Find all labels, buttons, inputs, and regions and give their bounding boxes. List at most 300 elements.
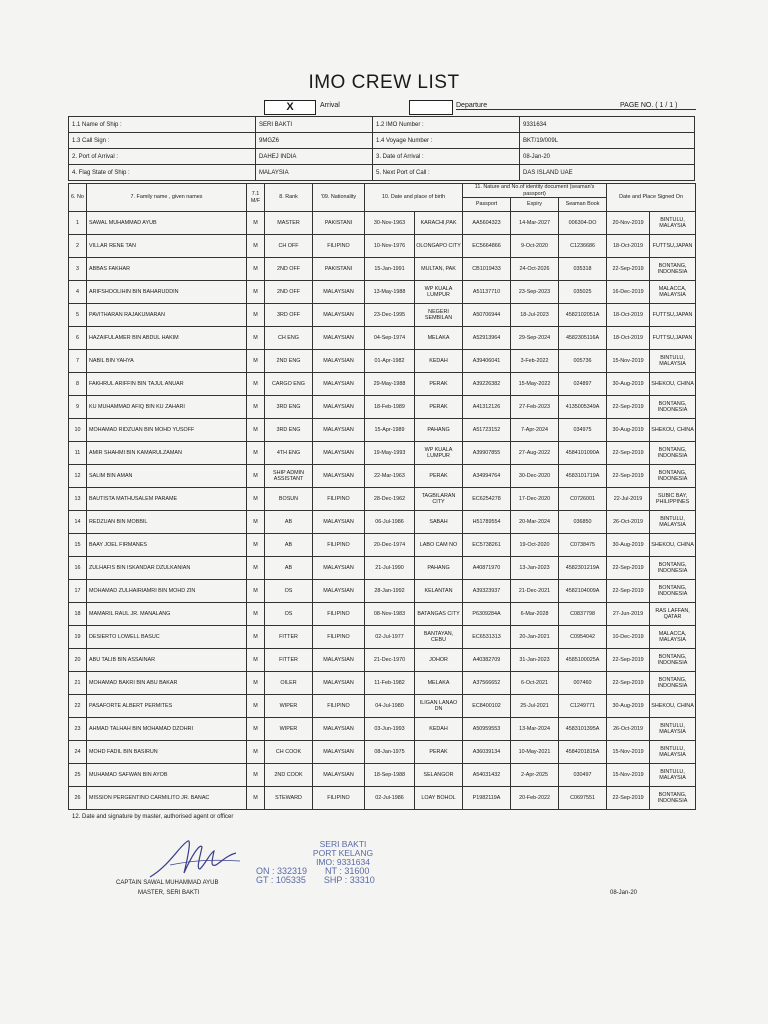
crew-name: ARIFSHOOLIHIN BIN BAHARUDDIN — [87, 281, 247, 304]
crew-pob: KEDAH — [415, 350, 463, 373]
crew-passport: A39406041 — [463, 350, 511, 373]
crew-sex: M — [247, 511, 265, 534]
crew-sex: M — [247, 649, 265, 672]
crew-rank: SHIP ADMIN ASSISTANT — [265, 465, 313, 488]
crew-signed-place: FUTTSU,JAPAN — [650, 235, 696, 258]
crew-name: KU MUHAMMAD AFIQ BIN KU ZAHARI — [87, 396, 247, 419]
crew-expiry: 6-Mar-2028 — [511, 603, 559, 626]
crew-passport: EC8400102 — [463, 695, 511, 718]
crew-pob: LABO CAM NO — [415, 534, 463, 557]
crew-nationality: MALAYSIAN — [313, 281, 365, 304]
crew-signed-date: 20-Nov-2019 — [607, 212, 650, 235]
voyage-value: BKT/19/009L — [520, 133, 695, 149]
crew-dob: 04-Sep-1974 — [365, 327, 415, 350]
crew-seaman-book: C0726001 — [559, 488, 607, 511]
table-row — [69, 396, 696, 419]
crew-pob: SELANGOR — [415, 764, 463, 787]
crew-sex: M — [247, 419, 265, 442]
crew-passport: EC5664866 — [463, 235, 511, 258]
crew-signed-date: 15-Nov-2019 — [607, 741, 650, 764]
crew-sex: M — [247, 442, 265, 465]
crew-signed-place: BONTANG, INDONESIA — [650, 557, 696, 580]
date-arrival-value: 08-Jan-20 — [520, 149, 695, 165]
table-row — [69, 235, 696, 258]
crew-rank: FITTER — [265, 626, 313, 649]
crew-pob: PERAK — [415, 396, 463, 419]
crew-no: 8 — [69, 373, 87, 396]
crew-signed-place: BINTULU, MALAYSIA — [650, 350, 696, 373]
crew-seaman-book: 035318 — [559, 258, 607, 281]
crew-passport: P6309284A — [463, 603, 511, 626]
crew-signed-date: 22-Sep-2019 — [607, 580, 650, 603]
crew-pob: TAGBILARAN CITY — [415, 488, 463, 511]
crew-name: SAWAL MUHAMMAD AYUB — [87, 212, 247, 235]
crew-sex: M — [247, 281, 265, 304]
crew-signed-date: 15-Nov-2019 — [607, 350, 650, 373]
crew-passport: A50959553 — [463, 718, 511, 741]
table-row — [69, 258, 696, 281]
crew-rank: 3RD OFF — [265, 304, 313, 327]
crew-no: 16 — [69, 557, 87, 580]
crew-no: 7 — [69, 350, 87, 373]
crew-dob: 11-Feb-1982 — [365, 672, 415, 695]
crew-sex: M — [247, 580, 265, 603]
crew-name: MOHAMAD RIDZUAN BIN MOHD YUSOFF — [87, 419, 247, 442]
crew-expiry: 20-Feb-2022 — [511, 787, 559, 810]
crew-pob: PERAK — [415, 741, 463, 764]
crew-expiry: 27-Feb-2023 — [511, 396, 559, 419]
table-row — [69, 281, 696, 304]
crew-signed-place: BINTULU, MALAYSIA — [650, 212, 696, 235]
master-signature — [140, 835, 250, 885]
crew-dob: 08-Nov-1983 — [365, 603, 415, 626]
crew-pob: PERAK — [415, 465, 463, 488]
crew-signed-date: 27-Jun-2019 — [607, 603, 650, 626]
table-row — [69, 534, 696, 557]
footer-date: 08-Jan-20 — [610, 890, 638, 896]
crew-passport: A39323937 — [463, 580, 511, 603]
crew-name: VILLAR RENE TAN — [87, 235, 247, 258]
crew-rank: OS — [265, 580, 313, 603]
crew-signed-date: 18-Oct-2019 — [607, 304, 650, 327]
crew-rank: FITTER — [265, 649, 313, 672]
crew-name: MAMARIL RAUL JR. MANALANG — [87, 603, 247, 626]
crew-expiry: 21-Dec-2021 — [511, 580, 559, 603]
crew-signed-place: BONTANG, INDONESIA — [650, 580, 696, 603]
crew-passport: A34994764 — [463, 465, 511, 488]
crew-seaman-book: 4583101395A — [559, 718, 607, 741]
crew-passport: A50706944 — [463, 304, 511, 327]
crew-pob: ILIGAN LANAO DN — [415, 695, 463, 718]
crew-passport: A54031432 — [463, 764, 511, 787]
crew-signed-place: FUTTSU,JAPAN — [650, 327, 696, 350]
crew-seaman-book: C0697551 — [559, 787, 607, 810]
table-row — [69, 787, 696, 810]
crew-passport: A51137710 — [463, 281, 511, 304]
crew-expiry: 13-Jan-2023 — [511, 557, 559, 580]
crew-dob: 29-May-1988 — [365, 373, 415, 396]
crew-no: 5 — [69, 304, 87, 327]
crew-no: 24 — [69, 741, 87, 764]
crew-seaman-book: 4583101719A — [559, 465, 607, 488]
crew-signed-date: 22-Sep-2019 — [607, 465, 650, 488]
crew-dob: 01-Apr-1982 — [365, 350, 415, 373]
crew-seaman-book: 4582104009A — [559, 580, 607, 603]
crew-seaman-book: 4135005349A — [559, 396, 607, 419]
crew-signed-place: BONTANG, INDONESIA — [650, 442, 696, 465]
crew-expiry: 23-Sep-2023 — [511, 281, 559, 304]
crew-pob: MULTAN, PAK — [415, 258, 463, 281]
crew-no: 11 — [69, 442, 87, 465]
crew-signed-date: 26-Oct-2019 — [607, 718, 650, 741]
crew-signed-date: 18-Oct-2019 — [607, 327, 650, 350]
stamp-gt: GT : 105335 — [256, 875, 306, 885]
crew-no: 19 — [69, 626, 87, 649]
crew-nationality: MALAYSIAN — [313, 511, 365, 534]
crew-expiry: 19-Oct-2020 — [511, 534, 559, 557]
crew-signed-date: 18-Oct-2019 — [607, 235, 650, 258]
departure-checkbox[interactable] — [409, 100, 453, 115]
crew-expiry: 24-Oct-2026 — [511, 258, 559, 281]
col-nationality: '09. Nationality — [313, 184, 365, 212]
crew-dob: 22-Mar-1963 — [365, 465, 415, 488]
next-port-label: 5. Next Port of Call : — [373, 165, 520, 181]
crew-dob: 21-Dec-1970 — [365, 649, 415, 672]
table-row — [69, 718, 696, 741]
crew-signed-place: BONTANG, INDONESIA — [650, 396, 696, 419]
document-title: IMO CREW LIST — [308, 72, 460, 93]
port-arrival-label: 2. Port of Arrival : — [69, 149, 256, 165]
crew-expiry: 9-Oct-2020 — [511, 235, 559, 258]
crew-nationality: PAKISTANI — [313, 212, 365, 235]
crew-sex: M — [247, 557, 265, 580]
crew-table — [68, 183, 696, 810]
departure-label: Departure — [456, 102, 696, 110]
crew-dob: 28-Jan-1992 — [365, 580, 415, 603]
crew-no: 2 — [69, 235, 87, 258]
crew-rank: CH OFF — [265, 235, 313, 258]
crew-signed-place: SHEKOU, CHINA — [650, 695, 696, 718]
crew-expiry: 13-Mar-2024 — [511, 718, 559, 741]
col-dob: 10. Date and place of birth — [365, 184, 463, 212]
crew-signed-place: SUBIC BAY, PHILIPPINES — [650, 488, 696, 511]
crew-seaman-book: 4582301219A — [559, 557, 607, 580]
crew-signed-date: 30-Aug-2019 — [607, 534, 650, 557]
crew-expiry: 31-Jan-2023 — [511, 649, 559, 672]
crew-pob: SABAH — [415, 511, 463, 534]
crew-expiry: 7-Apr-2024 — [511, 419, 559, 442]
crew-passport: AA5604323 — [463, 212, 511, 235]
crew-signed-place: BONTANG, INDONESIA — [650, 649, 696, 672]
crew-sex: M — [247, 488, 265, 511]
crew-dob: 19-May-1993 — [365, 442, 415, 465]
crew-signed-date: 10-Dec-2019 — [607, 626, 650, 649]
crew-seaman-book: 4582102051A — [559, 304, 607, 327]
crew-sex: M — [247, 603, 265, 626]
crew-name: FAKHRUL ARIFFIN BIN TAJUL ANUAR — [87, 373, 247, 396]
crew-sex: M — [247, 718, 265, 741]
col-identity: 11. Nature and No.of identity document (seaman's passport) — [463, 184, 607, 198]
crew-signed-date: 22-Sep-2019 — [607, 557, 650, 580]
crew-pob: KELANTAN — [415, 580, 463, 603]
crew-nationality: FILIPINO — [313, 235, 365, 258]
crew-pob: PAHANG — [415, 557, 463, 580]
crew-name: DESIERTO LOWELL BASUC — [87, 626, 247, 649]
crew-dob: 13-May-1988 — [365, 281, 415, 304]
port-arrival-value: DAHEJ INDIA — [256, 149, 373, 165]
crew-dob: 02-Jul-1986 — [365, 787, 415, 810]
crew-expiry: 3-Feb-2022 — [511, 350, 559, 373]
crew-signed-place: MALACCA, MALAYSIA — [650, 281, 696, 304]
table-row — [69, 603, 696, 626]
table-row — [69, 672, 696, 695]
crew-nationality: FILIPINO — [313, 603, 365, 626]
crew-pob: NEGERI SEMBILAN — [415, 304, 463, 327]
crew-seaman-book: 4584201815A — [559, 741, 607, 764]
crew-rank: WIPER — [265, 718, 313, 741]
crew-seaman-book: C1249771 — [559, 695, 607, 718]
crew-no: 9 — [69, 396, 87, 419]
stamp-nt: NT : 31600 — [325, 866, 370, 876]
table-row — [69, 695, 696, 718]
crew-seaman-book: C0954042 — [559, 626, 607, 649]
crew-no: 6 — [69, 327, 87, 350]
date-arrival-label: 3. Date of Arrival : — [373, 149, 520, 165]
crew-expiry: 6-Oct-2021 — [511, 672, 559, 695]
crew-seaman-book: 035025 — [559, 281, 607, 304]
crew-nationality: FILIPINO — [313, 534, 365, 557]
crew-expiry: 20-Jan-2021 — [511, 626, 559, 649]
table-row — [69, 212, 696, 235]
crew-passport: EC5738261 — [463, 534, 511, 557]
crew-nationality: MALAYSIAN — [313, 672, 365, 695]
crew-no: 18 — [69, 603, 87, 626]
arrival-checkbox[interactable]: X — [264, 100, 316, 115]
arrival-departure-bar — [64, 100, 694, 114]
crew-name: MISSION PERGENTINO CARMILITO JR. BANAC — [87, 787, 247, 810]
crew-name: AMIR SHAHMI BIN KAMARULZAMAN — [87, 442, 247, 465]
crew-signed-date: 22-Sep-2019 — [607, 442, 650, 465]
table-row — [69, 511, 696, 534]
crew-signed-place: BONTANG, INDONESIA — [650, 465, 696, 488]
table-row — [69, 626, 696, 649]
stamp-imo: IMO: 9331634 — [316, 857, 370, 867]
crew-rank: CH COOK — [265, 741, 313, 764]
crew-signed-place: BINTULU, MALAYSIA — [650, 741, 696, 764]
crew-name: NABIL BIN YAHYA — [87, 350, 247, 373]
crew-sex: M — [247, 373, 265, 396]
crew-sex: M — [247, 764, 265, 787]
crew-expiry: 18-Jul-2023 — [511, 304, 559, 327]
table-row — [69, 373, 696, 396]
crew-nationality: MALAYSIAN — [313, 442, 365, 465]
crew-name: REDZUAN BIN MOBBIL — [87, 511, 247, 534]
crew-signed-place: MALACCA, MALAYSIA — [650, 626, 696, 649]
crew-pob: BATANGAS CITY — [415, 603, 463, 626]
crew-dob: 18-Sep-1988 — [365, 764, 415, 787]
imo-value: 9331634 — [520, 117, 695, 133]
crew-nationality: FILIPINO — [313, 488, 365, 511]
crew-nationality: FILIPINO — [313, 787, 365, 810]
stamp-port: PORT KELANG — [312, 848, 374, 858]
crew-passport: A52913964 — [463, 327, 511, 350]
crew-seaman-book: 4584101090A — [559, 442, 607, 465]
crew-rank: OILER — [265, 672, 313, 695]
crew-signed-date: 30-Aug-2019 — [607, 695, 650, 718]
crew-nationality: MALAYSIAN — [313, 580, 365, 603]
flag-value: MALAYSIA — [256, 165, 373, 181]
crew-signed-date: 22-Sep-2019 — [607, 258, 650, 281]
crew-name: MOHAMAD BAKRI BIN ABU BAKAR — [87, 672, 247, 695]
crew-signed-place: BINTULU, MALAYSIA — [650, 764, 696, 787]
crew-signed-place: RAS LAFFAN, QATAR — [650, 603, 696, 626]
crew-pob: LOAY BOHOL — [415, 787, 463, 810]
crew-sex: M — [247, 672, 265, 695]
crew-nationality: MALAYSIAN — [313, 718, 365, 741]
crew-signed-date: 22-Sep-2019 — [607, 649, 650, 672]
crew-pob: MELAKA — [415, 327, 463, 350]
crew-sex: M — [247, 327, 265, 350]
crew-rank: WIPER — [265, 695, 313, 718]
crew-rank: 2ND OFF — [265, 258, 313, 281]
crew-seaman-book: 007460 — [559, 672, 607, 695]
crew-pob: OLONGAPO CITY — [415, 235, 463, 258]
ship-name-value: SERI BAKTI — [256, 117, 373, 133]
crew-expiry: 14-Mar-2027 — [511, 212, 559, 235]
crew-pob: KEDAH — [415, 718, 463, 741]
crew-expiry: 25-Jul-2021 — [511, 695, 559, 718]
table-row — [69, 649, 696, 672]
crew-name: PAVITHARAN RAJAKUMARAN — [87, 304, 247, 327]
table-row — [69, 488, 696, 511]
crew-passport: A39907855 — [463, 442, 511, 465]
crew-signed-date: 22-Sep-2019 — [607, 672, 650, 695]
crew-seaman-book: 006304-DO — [559, 212, 607, 235]
crew-signed-date: 30-Aug-2019 — [607, 373, 650, 396]
crew-seaman-book: 4585100025A — [559, 649, 607, 672]
crew-passport: A36039134 — [463, 741, 511, 764]
crew-passport: P1982119A — [463, 787, 511, 810]
crew-expiry: 30-Dec-2020 — [511, 465, 559, 488]
crew-seaman-book: C0837798 — [559, 603, 607, 626]
crew-nationality: MALAYSIAN — [313, 764, 365, 787]
stamp-row-2 — [256, 876, 408, 885]
crew-passport: H51789554 — [463, 511, 511, 534]
crew-sex: M — [247, 212, 265, 235]
call-sign-label: 1.3 Call Sign : — [69, 133, 256, 149]
crew-pob: PERAK — [415, 373, 463, 396]
crew-seaman-book: 034975 — [559, 419, 607, 442]
crew-name: AHMAD TALHAH BIN MOHAMAD DZOHRI — [87, 718, 247, 741]
crew-name: BAUTISTA MATHUSALEM PARAME — [87, 488, 247, 511]
crew-signed-place: FUTTSU,JAPAN — [650, 304, 696, 327]
crew-dob: 02-Jul-1977 — [365, 626, 415, 649]
crew-passport: A40871970 — [463, 557, 511, 580]
crew-signed-date: 30-Aug-2019 — [607, 419, 650, 442]
crew-rank: OS — [265, 603, 313, 626]
crew-signed-place: BINTULU, MALAYSIA — [650, 718, 696, 741]
crew-nationality: MALAYSIAN — [313, 557, 365, 580]
crew-signed-place: BONTANG, INDONESIA — [650, 672, 696, 695]
crew-no: 12 — [69, 465, 87, 488]
table-row — [69, 741, 696, 764]
stamp-shp: SHP : 33310 — [323, 875, 375, 885]
crew-signed-date: 16-Dec-2019 — [607, 281, 650, 304]
page-number: PAGE NO. ( 1 / 1 ) — [620, 102, 678, 109]
crew-seaman-book: 030497 — [559, 764, 607, 787]
crew-seaman-book: C0738475 — [559, 534, 607, 557]
crew-sex: M — [247, 787, 265, 810]
crew-no: 22 — [69, 695, 87, 718]
crew-signed-date: 22-Jul-2019 — [607, 488, 650, 511]
crew-sex: M — [247, 626, 265, 649]
crew-passport: A37566652 — [463, 672, 511, 695]
crew-dob: 18-Feb-1989 — [365, 396, 415, 419]
crew-rank: 2ND OFF — [265, 281, 313, 304]
crew-name: MUHAMAD SAFWAN BIN AYOB — [87, 764, 247, 787]
crew-signed-place: BINTULU, MALAYSIA — [650, 511, 696, 534]
crew-name: ZULHAFIS BIN ISKANDAR DZULKANIAN — [87, 557, 247, 580]
crew-pob: BANTAYAN, CEBU — [415, 626, 463, 649]
crew-sex: M — [247, 695, 265, 718]
captain-name: CAPTAIN SAWAL MUHAMMAD AYUB — [116, 880, 219, 886]
crew-expiry: 10-May-2021 — [511, 741, 559, 764]
crew-rank: 4TH ENG — [265, 442, 313, 465]
crew-rank: 3RD ENG — [265, 419, 313, 442]
arrival-label: Arrival — [320, 102, 340, 109]
crew-dob: 20-Dec-1974 — [365, 534, 415, 557]
crew-dob: 28-Dec-1962 — [365, 488, 415, 511]
crew-nationality: FILIPINO — [313, 695, 365, 718]
crew-sex: M — [247, 741, 265, 764]
table-row — [69, 327, 696, 350]
crew-seaman-book: 024897 — [559, 373, 607, 396]
crew-nationality: MALAYSIAN — [313, 396, 365, 419]
crew-name: PASAFORTE ALBERT PERMITES — [87, 695, 247, 718]
crew-rank: AB — [265, 534, 313, 557]
crew-nationality: MALAYSIAN — [313, 465, 365, 488]
crew-pob: KARACHI,PAK — [415, 212, 463, 235]
crew-pob: PAHANG — [415, 419, 463, 442]
master-title: MASTER, SERI BAKTI — [138, 890, 200, 896]
crew-rank: STEWARD — [265, 787, 313, 810]
crew-dob: 21-Jul-1990 — [365, 557, 415, 580]
crew-seaman-book: 036850 — [559, 511, 607, 534]
crew-nationality: MALAYSIAN — [313, 327, 365, 350]
crew-sex: M — [247, 350, 265, 373]
crew-no: 13 — [69, 488, 87, 511]
crew-rank: AB — [265, 557, 313, 580]
signature-note: 12. Date and signature by master, authorised agent or officer — [72, 814, 234, 820]
crew-signed-place: BONTANG, INDONESIA — [650, 258, 696, 281]
crew-rank: 3RD ENG — [265, 396, 313, 419]
crew-seaman-book: C1236686 — [559, 235, 607, 258]
table-row — [69, 557, 696, 580]
crew-rank: BOSUN — [265, 488, 313, 511]
crew-dob: 08-Jan-1975 — [365, 741, 415, 764]
col-expiry: Expiry — [511, 198, 559, 212]
table-row — [69, 419, 696, 442]
crew-no: 25 — [69, 764, 87, 787]
crew-rank: AB — [265, 511, 313, 534]
table-row — [69, 764, 696, 787]
crew-signed-date: 15-Nov-2019 — [607, 764, 650, 787]
crew-nationality: PAKISTANI — [313, 258, 365, 281]
crew-name: HAZAIFULAMER BIN ABDUL HAKIM — [87, 327, 247, 350]
crew-no: 1 — [69, 212, 87, 235]
crew-expiry: 2-Apr-2025 — [511, 764, 559, 787]
crew-sex: M — [247, 534, 265, 557]
